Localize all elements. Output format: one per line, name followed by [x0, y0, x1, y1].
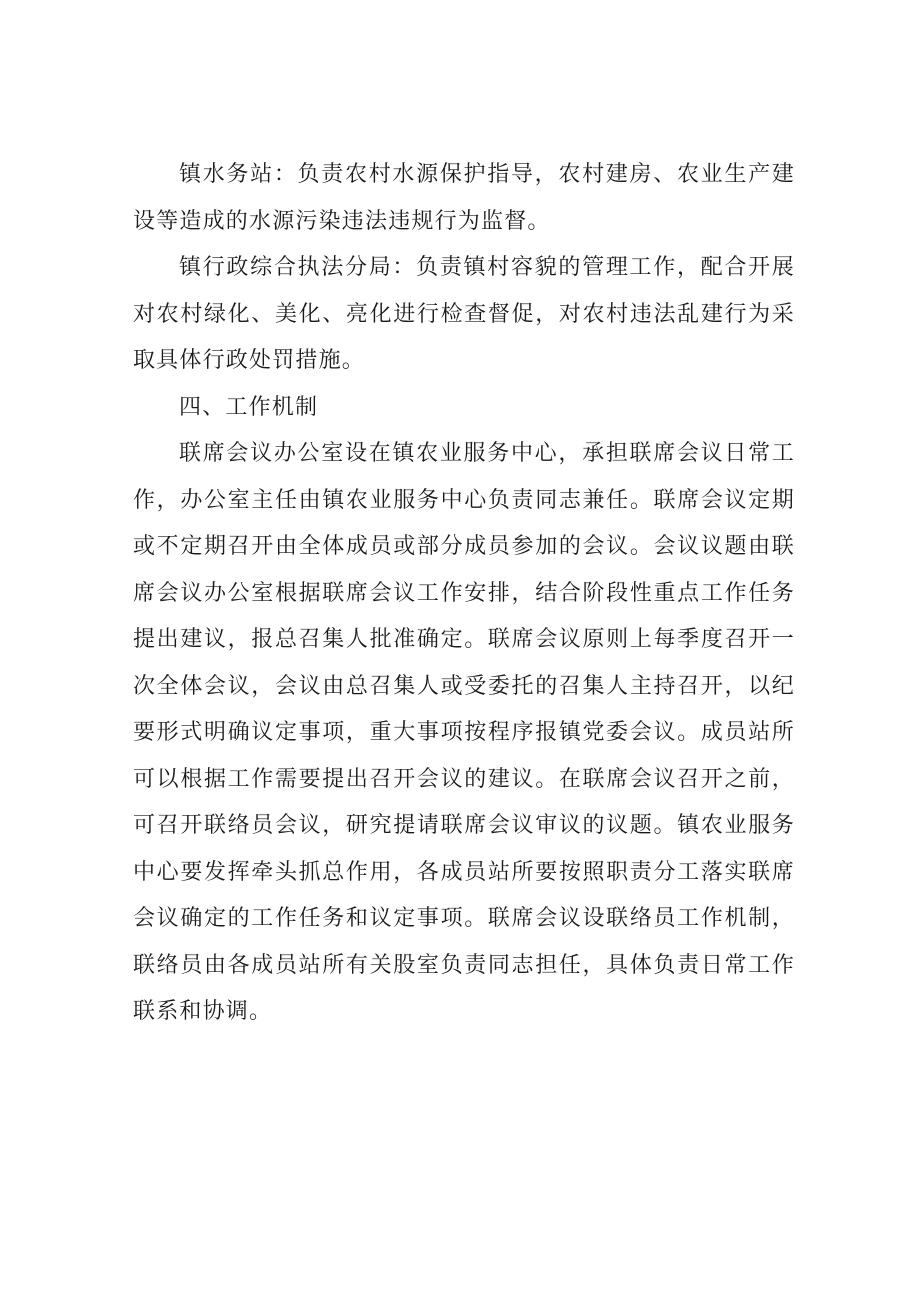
document-body [133, 152, 795, 1036]
paragraph-work-mechanism: 联席会议办公室设在镇农业服务中心，承担联席会议日常工作，办公室主任由镇农业服务中心负责同志兼任。联席会议定期或不定期召开由全体成员或部分成员参加的会议。会议议题由联席会议办公室根据联席会议工作安排，结合阶段性重点工作任务提出建议，报总召集人批准确定。联席会议原则上每季度召开一次全体会议，会议由总召集人或受委托的召集人主持召开，以纪要形式明确议定事项，重大事项按程序报镇党委会议。成员站所可以根据工作需要提出召开会议的建议。在联席会议召开之前，可召开联络员会议，研究提请联席会议审议的议题。镇农业服务中心要发挥牵头抓总作用，各成员站所要按照职责分工落实联席会议确定的工作任务和议定事项。联席会议设联络员工作机制，联络员由各成员站所有关股室负责同志担任，具体负责日常工作联系和协调。 [133, 441, 795, 1024]
section-heading-work-mechanism: 四、工作机制 [179, 394, 319, 420]
paragraph-water-station: 镇水务站：负责农村水源保护指导，农村建房、农业生产建设等造成的水源污染违法违规行为监督。 [133, 162, 795, 234]
paragraph-law-enforcement-branch: 镇行政综合执法分局：负责镇村容貌的管理工作，配合开展对农村绿化、美化、亮化进行检查督促，对农村违法乱建行为采取具体行政处罚措施。 [133, 255, 795, 373]
